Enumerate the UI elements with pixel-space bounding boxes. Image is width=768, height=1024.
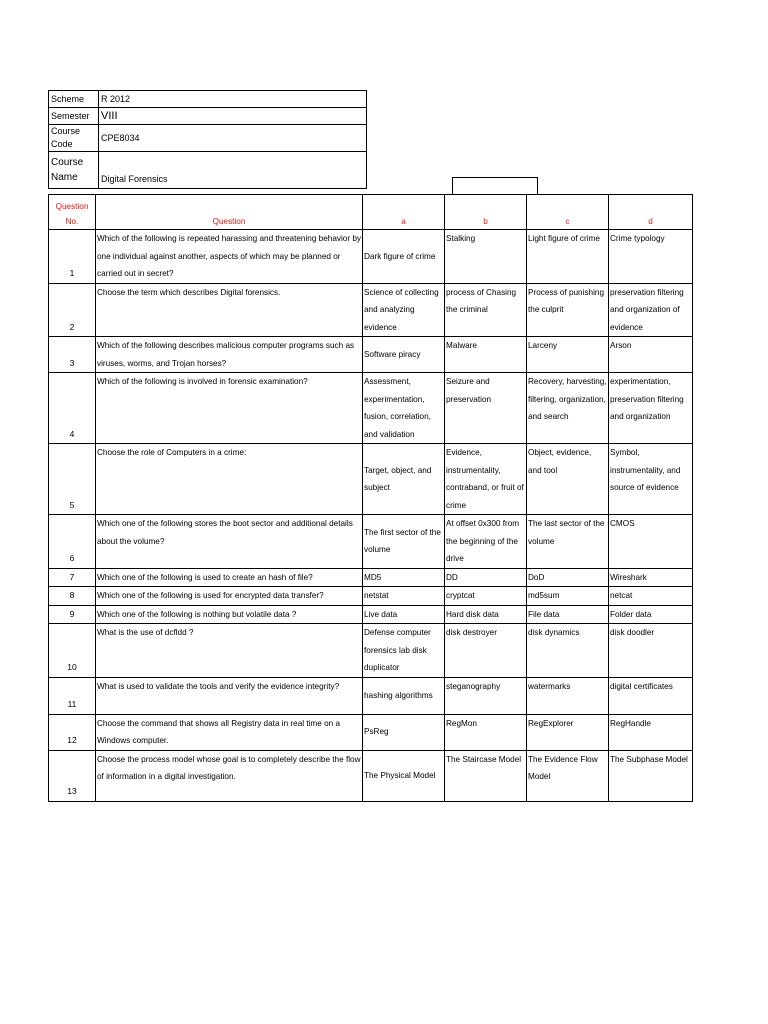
question-number: 12: [49, 714, 96, 750]
table-row: [49, 373, 693, 444]
option-c: Object, evidence, and tool: [527, 444, 609, 515]
option-d: The Subphase Model: [609, 750, 693, 801]
table-row: [49, 283, 693, 337]
option-d: Crime typology: [609, 230, 693, 284]
question-number: 8: [49, 587, 96, 606]
table-row: [49, 677, 693, 714]
header-row: [49, 195, 693, 230]
option-c: RegExplorer: [527, 714, 609, 750]
header-question: Question: [96, 195, 363, 230]
option-d: Symbol, instrumentality, and source of evidence: [609, 444, 693, 515]
question-text: What is used to validate the tools and verify the evidence integrity?: [96, 677, 363, 714]
course-name-value: Digital Forensics: [99, 152, 367, 189]
question-text: What is the use of dcfldd ?: [96, 624, 363, 678]
option-d: RegHandle: [609, 714, 693, 750]
option-b: The Staircase Model: [445, 750, 527, 801]
option-c: File data: [527, 605, 609, 624]
option-b: cryptcat: [445, 587, 527, 606]
table-row: [49, 337, 693, 373]
option-a: Live data: [363, 605, 445, 624]
option-a: The Physical Model: [363, 750, 445, 801]
option-a: Target, object, and subject: [363, 444, 445, 515]
option-a: Dark figure of crime: [363, 230, 445, 284]
option-a: Software piracy: [363, 337, 445, 373]
option-c: Recovery, harvesting, filtering, organization, and search: [527, 373, 609, 444]
question-text: Choose the role of Computers in a crime:: [96, 444, 363, 515]
header-question-no: Question No.: [49, 195, 96, 230]
option-c: The last sector of the volume: [527, 515, 609, 569]
table-row: [49, 230, 693, 284]
option-d: CMOS: [609, 515, 693, 569]
question-text: Choose the term which describes Digital forensics.: [96, 283, 363, 337]
question-text: Choose the process model whose goal is to completely describe the flow of information in a digital investigation.: [96, 750, 363, 801]
course-code-value: CPE8034: [99, 125, 367, 152]
option-b: Seizure and preservation: [445, 373, 527, 444]
option-a: The first sector of the volume: [363, 515, 445, 569]
question-number: 3: [49, 337, 96, 373]
table-row: [49, 605, 693, 624]
question-text: Which one of the following is used to create an hash of file?: [96, 568, 363, 587]
option-d: preservation filtering and organization of evidence: [609, 283, 693, 337]
header-option-a: a: [363, 195, 445, 230]
option-c: Light figure of crime: [527, 230, 609, 284]
option-d: netcat: [609, 587, 693, 606]
question-number: 7: [49, 568, 96, 587]
option-b: process of Chasing the criminal: [445, 283, 527, 337]
scheme-value: R 2012: [99, 91, 367, 108]
option-a: netstat: [363, 587, 445, 606]
option-a: Assessment, experimentation, fusion, correlation, and validation: [363, 373, 445, 444]
empty-cell-box: [452, 177, 538, 195]
question-number: 13: [49, 750, 96, 801]
question-number: 6: [49, 515, 96, 569]
question-text: Which of the following describes malicious computer programs such as viruses, worms, and Trojan horses?: [96, 337, 363, 373]
option-b: Malware: [445, 337, 527, 373]
question-number: 10: [49, 624, 96, 678]
option-a: hashing algorithms: [363, 677, 445, 714]
table-row: [49, 444, 693, 515]
option-b: Stalking: [445, 230, 527, 284]
option-a: MD5: [363, 568, 445, 587]
header-option-d: d: [609, 195, 693, 230]
option-b: Hard disk data: [445, 605, 527, 624]
question-number: 5: [49, 444, 96, 515]
option-d: experimentation, preservation filtering and organization: [609, 373, 693, 444]
option-b: Evidence, instrumentality, contraband, or fruit of crime: [445, 444, 527, 515]
option-c: disk dynamics: [527, 624, 609, 678]
option-a: Defense computer forensics lab disk duplicator: [363, 624, 445, 678]
option-d: disk doodler: [609, 624, 693, 678]
option-a: PsReg: [363, 714, 445, 750]
question-text: Which one of the following is nothing but volatile data ?: [96, 605, 363, 624]
course-name-label: Course Name: [49, 152, 99, 189]
header-option-b: b: [445, 195, 527, 230]
option-c: md5sum: [527, 587, 609, 606]
question-text: Which one of the following stores the boot sector and additional details about the volume?: [96, 515, 363, 569]
table-row: [49, 515, 693, 569]
course-info-table: [48, 90, 367, 189]
option-b: DD: [445, 568, 527, 587]
table-row: [49, 714, 693, 750]
option-d: Arson: [609, 337, 693, 373]
option-c: The Evidence Flow Model: [527, 750, 609, 801]
table-row: [49, 568, 693, 587]
option-a: Science of collecting and analyzing evidence: [363, 283, 445, 337]
question-number: 9: [49, 605, 96, 624]
option-b: At offset 0x300 from the beginning of the drive: [445, 515, 527, 569]
question-text: Which one of the following is used for encrypted data transfer?: [96, 587, 363, 606]
semester-label: Semester: [49, 108, 99, 125]
header-option-c: c: [527, 195, 609, 230]
option-b: steganography: [445, 677, 527, 714]
semester-value: VIII: [99, 108, 367, 125]
question-number: 1: [49, 230, 96, 284]
table-row: [49, 587, 693, 606]
option-d: digital certificates: [609, 677, 693, 714]
question-number: 4: [49, 373, 96, 444]
question-text: Choose the command that shows all Registry data in real time on a Windows computer.: [96, 714, 363, 750]
question-number: 2: [49, 283, 96, 337]
option-c: DoD: [527, 568, 609, 587]
scheme-label: Scheme: [49, 91, 99, 108]
option-d: Wireshark: [609, 568, 693, 587]
option-c: Larceny: [527, 337, 609, 373]
questions-table: [48, 194, 693, 802]
question-text: Which of the following is involved in forensic examination?: [96, 373, 363, 444]
table-row: [49, 624, 693, 678]
option-d: Folder data: [609, 605, 693, 624]
course-code-label: Course Code: [49, 125, 99, 152]
option-c: Process of punishing the culprit: [527, 283, 609, 337]
option-b: disk destroyer: [445, 624, 527, 678]
option-c: watermarks: [527, 677, 609, 714]
question-number: 11: [49, 677, 96, 714]
question-text: Which of the following is repeated harassing and threatening behavior by one individual against another, aspects of which may be planned or carried out in secret?: [96, 230, 363, 284]
table-row: [49, 750, 693, 801]
option-b: RegMon: [445, 714, 527, 750]
